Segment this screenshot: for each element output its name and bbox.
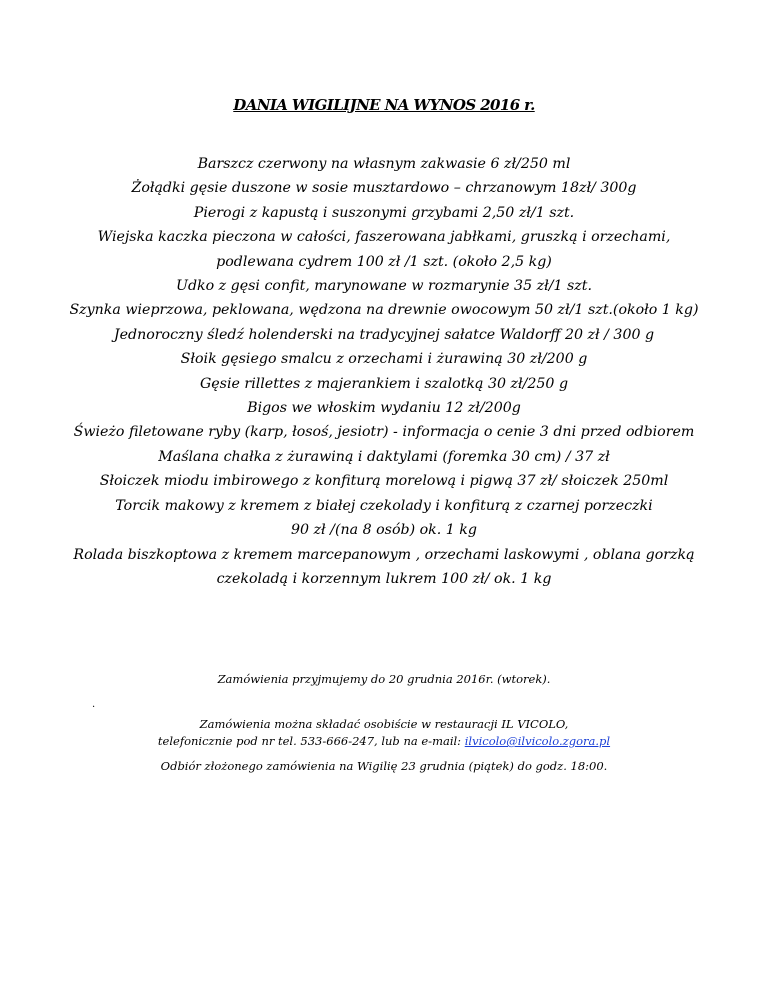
menu-item: Gęsie rillettes z majerankiem i szalotką 30 zł/250 g <box>199 375 569 392</box>
menu-item: Udko z gęsi confit, marynowane w rozmarynie 35 zł/1 szt. <box>176 278 592 295</box>
page-title: DANIA WIGILIJNE NA WYNOS 2016 r. <box>233 96 535 114</box>
menu-item: Maślana chałka z żurawiną i daktylami (foremka 30 cm) / 37 zł <box>158 448 610 465</box>
menu-item: Słoik gęsiego smalcu z orzechami i żurawiną 30 zł/200 g <box>180 351 588 368</box>
menu-list <box>40 152 728 591</box>
menu-item: Świeżo filetowane ryby (karp, łosoś, jesiotr) - informacja o cenie 3 dni przed odbiorem <box>73 424 695 441</box>
menu-item: Wiejska kaczka pieczona w całości, faszerowana jabłkami, gruszką i orzechami, <box>97 229 671 246</box>
contact-phone-text: telefonicznie pod nr tel. 533-666-247, lub na e-mail: <box>157 734 465 748</box>
menu-item: podlewana cydrem 100 zł /1 szt. (około 2,5 kg) <box>216 253 552 270</box>
contact-line-phone-email <box>40 733 728 750</box>
pickup-note: Odbiór złożonego zamówienia na Wigilię 23 grudnia (piątek) do godz. 18:00. <box>160 759 608 773</box>
menu-item: Bigos we włoskim wydaniu 12 zł/200g <box>247 400 521 417</box>
menu-item: czekoladą i korzennym lukrem 100 zł/ ok. 1 kg <box>216 570 552 587</box>
menu-item: Rolada biszkoptowa z kremem marcepanowym , orzechami laskowymi , oblana gorzką <box>73 546 695 563</box>
menu-item: Barszcz czerwony na własnym zakwasie 6 zł/250 ml <box>197 156 571 172</box>
contact-line-restaurant: Zamówienia można składać osobiście w restauracji IL VICOLO, <box>199 717 569 731</box>
menu-item: Żołądki gęsie duszone w sosie musztardowo – chrzanowym 18zł/ 300g <box>131 180 637 197</box>
menu-item: Słoiczek miodu imbirowego z konfiturą morelową i pigwą 37 zł/ słoiczek 250ml <box>99 473 669 490</box>
menu-item: 90 zł /(na 8 osób) ok. 1 kg <box>291 522 477 539</box>
menu-item: Torcik makowy z kremem z białej czekolady i konfiturą z czarnej porzeczki <box>115 497 653 514</box>
orders-deadline-note: Zamówienia przyjmujemy do 20 grudnia 2016r. (wtorek). <box>217 672 551 686</box>
email-link[interactable]: ilvicolo@ilvicolo.zgora.pl <box>464 734 611 748</box>
menu-item: Szynka wieprzowa, peklowana, wędzona na drewnie owocowym 50 zł/1 szt.(około 1 kg) <box>69 302 699 319</box>
menu-item: Pierogi z kapustą i suszonymi grzybami 2,50 zł/1 szt. <box>193 204 575 221</box>
menu-item: Jednoroczny śledź holenderski na tradycyjnej sałatce Waldorff 20 zł / 300 g <box>113 326 655 343</box>
stray-dot: . <box>92 699 96 710</box>
contact-info <box>40 716 728 750</box>
